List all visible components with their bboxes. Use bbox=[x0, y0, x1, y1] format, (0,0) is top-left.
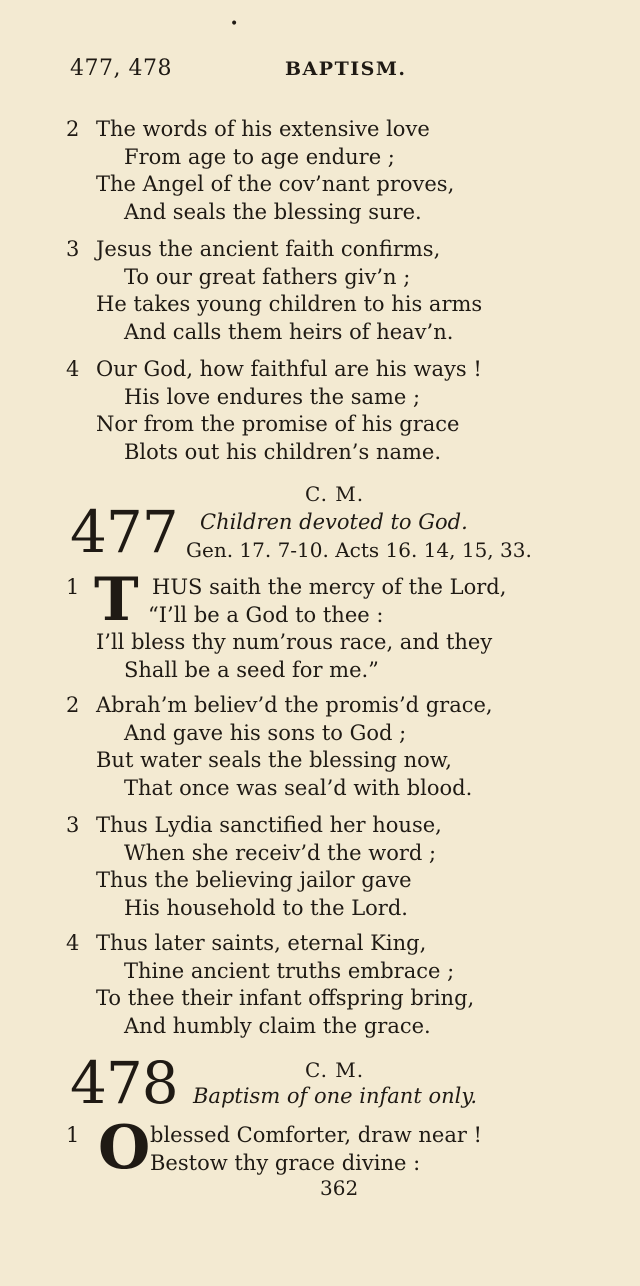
hymn-477-scripture-reference: Gen. 17. 7-10. Acts 16. 14, 15, 33. bbox=[186, 538, 532, 562]
top-mark: • bbox=[230, 16, 239, 32]
hymn-478-meter: C. M. bbox=[305, 1058, 365, 1082]
verse-line: And seals the blessing sure. bbox=[124, 199, 422, 224]
verse-line: “I’ll be a God to thee : bbox=[148, 602, 384, 627]
verse-number: 2 bbox=[66, 693, 80, 717]
verse-line: To thee their infant offspring bring, bbox=[96, 986, 475, 1010]
verse-line: Thine ancient truths embrace ; bbox=[124, 958, 455, 983]
hymn-477-number: 477 bbox=[70, 498, 178, 566]
verse-line: Abrah’m believ’d the promis’d grace, bbox=[96, 693, 493, 717]
verse-line: Thus later saints, eternal King, bbox=[96, 931, 427, 955]
verse-line: His household to the Lord. bbox=[124, 895, 408, 920]
verse-number: 2 bbox=[66, 117, 80, 141]
verse-line: From age to age endure ; bbox=[124, 144, 395, 169]
verse-number: 4 bbox=[66, 357, 80, 381]
verse-line: I’ll bless thy num’rous race, and they bbox=[96, 630, 493, 654]
verse-line: His love endures the same ; bbox=[124, 384, 421, 409]
verse-line: When she receiv’d the word ; bbox=[124, 840, 437, 865]
verse-line: And calls them heirs of heav’n. bbox=[124, 319, 454, 344]
verse-line: blessed Comforter, draw near ! bbox=[150, 1123, 482, 1147]
verse-line: And humbly claim the grace. bbox=[124, 1013, 431, 1038]
drop-cap-T: T bbox=[94, 565, 139, 635]
page-number: 362 bbox=[320, 1176, 359, 1200]
header-hymn-numbers: 477, 478 bbox=[70, 56, 172, 81]
verse-line: Jesus the ancient faith confirms, bbox=[96, 237, 441, 261]
verse-line: The Angel of the cov’nant proves, bbox=[96, 172, 455, 196]
verse-number: 4 bbox=[66, 931, 80, 955]
verse-number: 3 bbox=[66, 237, 80, 261]
verse-line: Our God, how faithful are his ways ! bbox=[96, 357, 482, 381]
stanza-477-4 bbox=[66, 930, 606, 1040]
hymn-478-title: Baptism of one infant only. bbox=[193, 1084, 478, 1108]
hymn-477-meter: C. M. bbox=[305, 482, 365, 506]
verse-line: That once was seal’d with blood. bbox=[124, 775, 473, 800]
stanza-477-3 bbox=[66, 812, 606, 922]
running-header bbox=[70, 56, 570, 90]
verse-line: The words of his extensive love bbox=[96, 117, 430, 141]
verse-line: Bestow thy grace divine : bbox=[150, 1150, 421, 1175]
stanza-476-3 bbox=[66, 236, 606, 346]
verse-line: He takes young children to his arms bbox=[96, 292, 483, 316]
verse-line: Blots out his children’s name. bbox=[124, 439, 441, 464]
verse-line: Nor from the promise of his grace bbox=[96, 412, 460, 436]
stanza-477-1 bbox=[66, 574, 606, 684]
stanza-477-2 bbox=[66, 692, 606, 802]
verse-line: Shall be a seed for me.” bbox=[124, 657, 379, 682]
drop-cap-O: O bbox=[98, 1113, 151, 1183]
verse-number: 1 bbox=[66, 575, 80, 599]
verse-line: But water seals the blessing now, bbox=[96, 748, 452, 772]
verse-line: And gave his sons to God ; bbox=[124, 720, 407, 745]
verse-line: HUS saith the mercy of the Lord, bbox=[152, 575, 507, 599]
header-title: BAPTISM. bbox=[285, 58, 407, 80]
verse-number: 3 bbox=[66, 813, 80, 837]
verse-line: Thus the believing jailor gave bbox=[96, 868, 412, 892]
stanza-476-2 bbox=[66, 116, 606, 226]
verse-number: 1 bbox=[66, 1123, 80, 1147]
verse-line: To our great fathers giv’n ; bbox=[124, 264, 411, 289]
stanza-476-4 bbox=[66, 356, 606, 466]
verse-line: Thus Lydia sanctified her house, bbox=[96, 813, 442, 837]
hymn-477-title: Children devoted to God. bbox=[200, 510, 468, 534]
hymn-478-number: 478 bbox=[70, 1049, 178, 1117]
